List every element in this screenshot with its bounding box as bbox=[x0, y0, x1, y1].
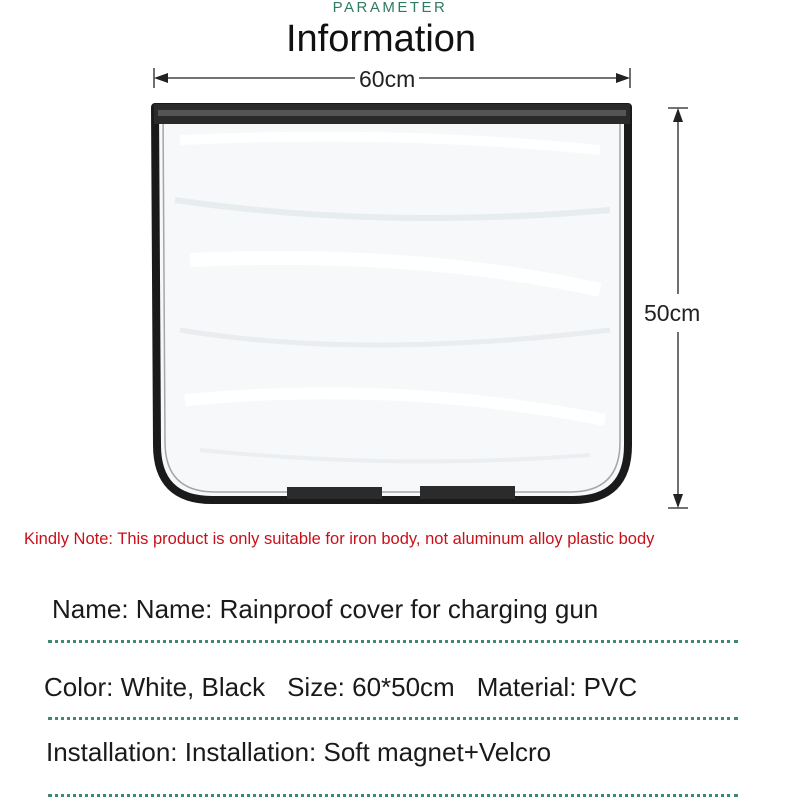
section-overline: PARAMETER bbox=[332, 0, 448, 16]
spec-material: Material: PVC bbox=[476, 672, 638, 702]
spec-row-color-size-material bbox=[44, 672, 637, 702]
spec-size: Size: 60*50cm bbox=[287, 672, 455, 702]
width-dimension-label: 60cm bbox=[355, 66, 419, 92]
dotted-divider bbox=[48, 794, 738, 797]
spec-installation: Installation: Installation: Soft magnet+Velcro bbox=[46, 737, 552, 767]
dotted-divider bbox=[48, 640, 738, 643]
spec-color: Color: White, Black bbox=[44, 672, 266, 702]
dotted-divider bbox=[48, 717, 738, 720]
spec-name: Name: Name: Rainproof cover for charging gun bbox=[52, 594, 599, 624]
kindly-note: Kindly Note: This product is only suitable for iron body, not aluminum alloy plastic body bbox=[24, 530, 655, 548]
height-dimension-label: 50cm bbox=[644, 294, 700, 332]
page-title: Information bbox=[285, 18, 477, 60]
rain-cover-image bbox=[154, 104, 630, 500]
